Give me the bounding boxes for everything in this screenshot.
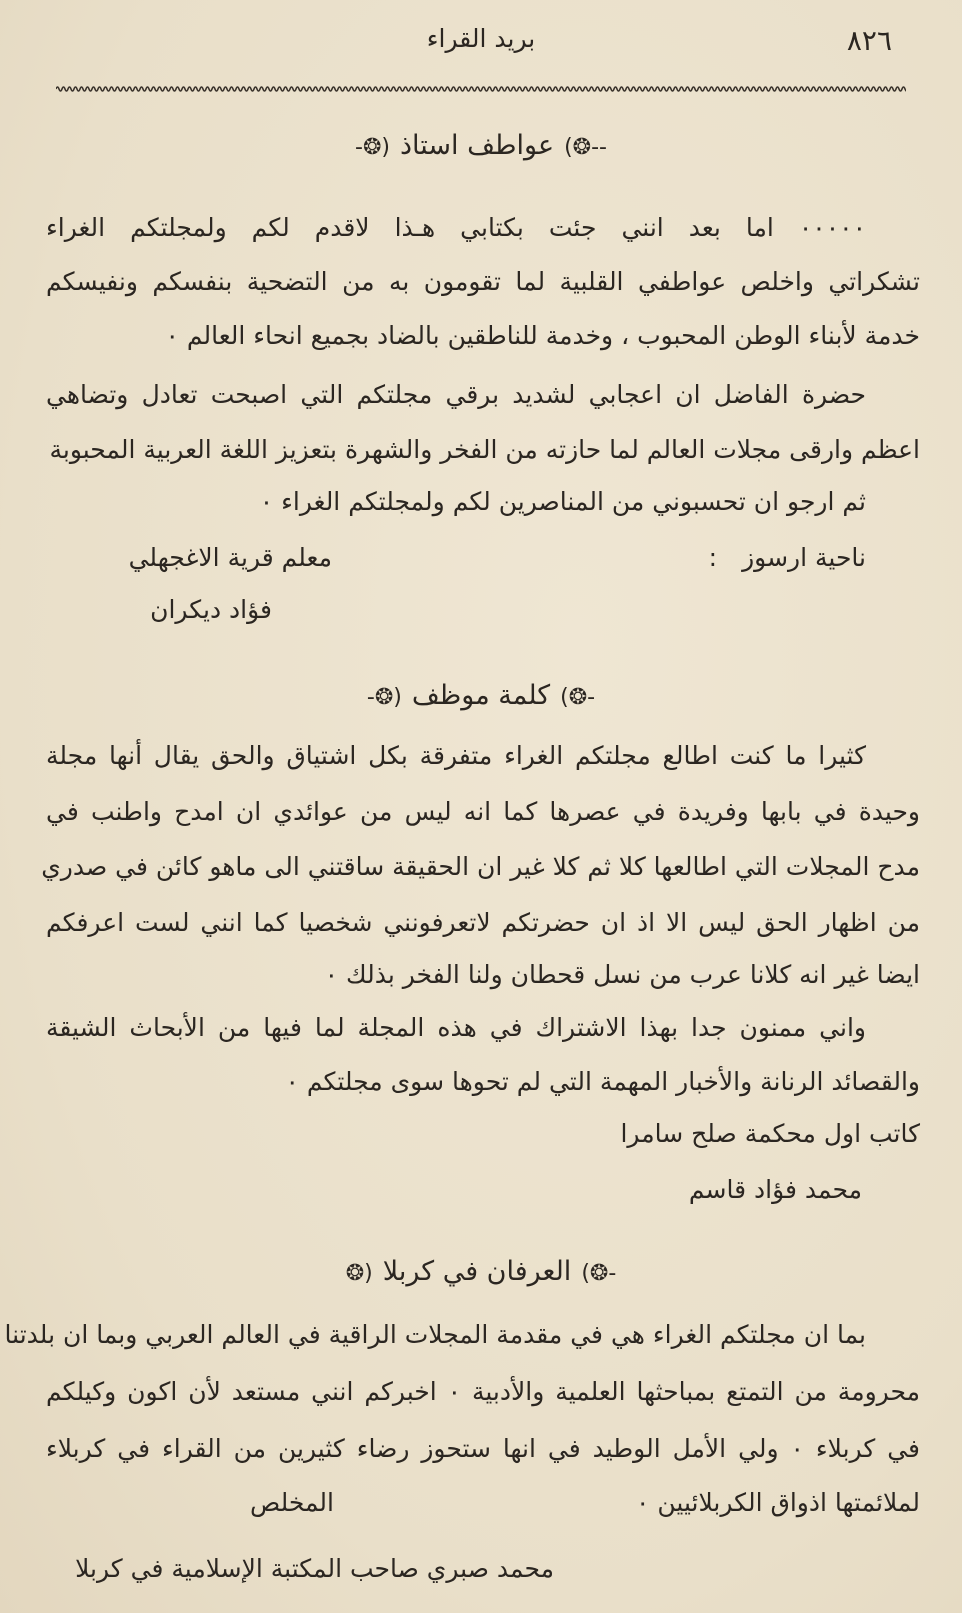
paragraph-line: وحيدة في بابها وفريدة في عصرها كما انه ليس من عوائدي ان امدح واطنب في xyxy=(46,797,920,826)
paragraph-line: اعظم وارقى مجلات العالم لما حازته من الفخر والشهرة بتعزيز اللغة العربية المحبوبة xyxy=(49,435,920,464)
paragraph-line: محرومة من التمتع بمباحثها العلمية والأدبية ٠ اخبركم انني مستعد لأن اكون وكيلكم xyxy=(46,1377,920,1406)
paragraph-line: ثم ارجو ان تحسبوني من المناصرين لكم ولمجلتكم الغراء ٠ xyxy=(259,487,866,516)
paragraph-line: ٠٠٠٠٠ اما بعد انني جئت بكتابي هـذا لاقدم لكم ولمجلتكم الغراء xyxy=(46,213,866,242)
ornament-icon: (❂- xyxy=(355,135,390,160)
section-title-text: العرفان في كربلا xyxy=(382,1256,572,1287)
paragraph-line: واني ممنون جدا بهذا الاشتراك في هذه المجلة لما فيها من الأبحاث الشيقة xyxy=(46,1013,866,1042)
section-title xyxy=(0,1250,962,1296)
section-title-text: عواطف استاذ xyxy=(399,130,555,161)
paragraph-line: والقصائد الرنانة والأخبار المهمة التي لم تحوها سوى مجلتكم ٠ xyxy=(285,1067,920,1096)
paragraph-line: ايضا غير انه كلانا عرب من نسل قحطان ولنا الفخر بذلك ٠ xyxy=(324,960,920,989)
section-title-text: كلمة موظف xyxy=(411,680,551,711)
signature-separator: : xyxy=(708,543,717,572)
ornament-icon: (❂- xyxy=(366,685,402,710)
signature-role: كاتب اول محكمة صلح سامرا xyxy=(620,1119,920,1148)
ornament-icon: -❂) xyxy=(581,1261,617,1286)
section-title xyxy=(0,124,962,170)
ornament-icon: --❂) xyxy=(564,135,607,160)
paragraph-line: حضرة الفاضل ان اعجابي لشديد برقي مجلتكم التي اصبحت تعادل وتضاهي xyxy=(46,380,866,409)
paragraph-line: خدمة لأبناء الوطن المحبوب ، وخدمة للناطقين بالضاد بجميع انحاء العالم ٠ xyxy=(165,321,920,350)
ornament-icon: (❂ xyxy=(345,1261,373,1286)
paragraph-line: كثيرا ما كنت اطالع مجلتكم الغراء متفرقة بكل اشتياق والحق يقال أنها مجلة xyxy=(46,741,866,770)
page-number: ٨٢٦ xyxy=(846,24,892,57)
paragraph-line: من اظهار الحق ليس الا اذ ان حضرتكم لاتعرفونني شخصيا كما انني لست اعرفكم xyxy=(46,908,920,937)
signature-place: ناحية ارسوز xyxy=(742,543,866,572)
section-title xyxy=(0,674,962,720)
signature-name: فؤاد ديكران xyxy=(150,595,272,624)
paragraph-line: مدح المجلات التي اطالعها كلا ثم كلا غير ان الحقيقة ساقتني الى ماهو كائن في صدري xyxy=(41,852,920,881)
paragraph-line: بما ان مجلتكم الغراء هي في مقدمة المجلات الراقية في العالم العربي وبما ان بلدتنا xyxy=(4,1320,866,1349)
signature-name: محمد صبري صاحب المكتبة الإسلامية في كربلا xyxy=(75,1554,554,1583)
signature-name: محمد فؤاد قاسم xyxy=(688,1175,862,1204)
paragraph-line: تشكراتي واخلص عواطفي القلبية لما تقومون به من التضحية بنفسكم ونفيسكم xyxy=(46,267,920,296)
wavy-divider xyxy=(56,84,906,94)
signature-closing: المخلص xyxy=(249,1488,334,1517)
paragraph-line: لملائمتها اذواق الكربلائيين ٠ xyxy=(636,1488,920,1517)
running-header: بريد القراء xyxy=(426,24,536,53)
signature-role: معلم قرية الاغجهلي xyxy=(128,543,332,572)
ornament-icon: -❂) xyxy=(560,685,596,710)
paragraph-line: في كربلاء ٠ ولي الأمل الوطيد في انها ستحوز رضاء كثيرين من القراء في كربلاء xyxy=(46,1434,920,1463)
